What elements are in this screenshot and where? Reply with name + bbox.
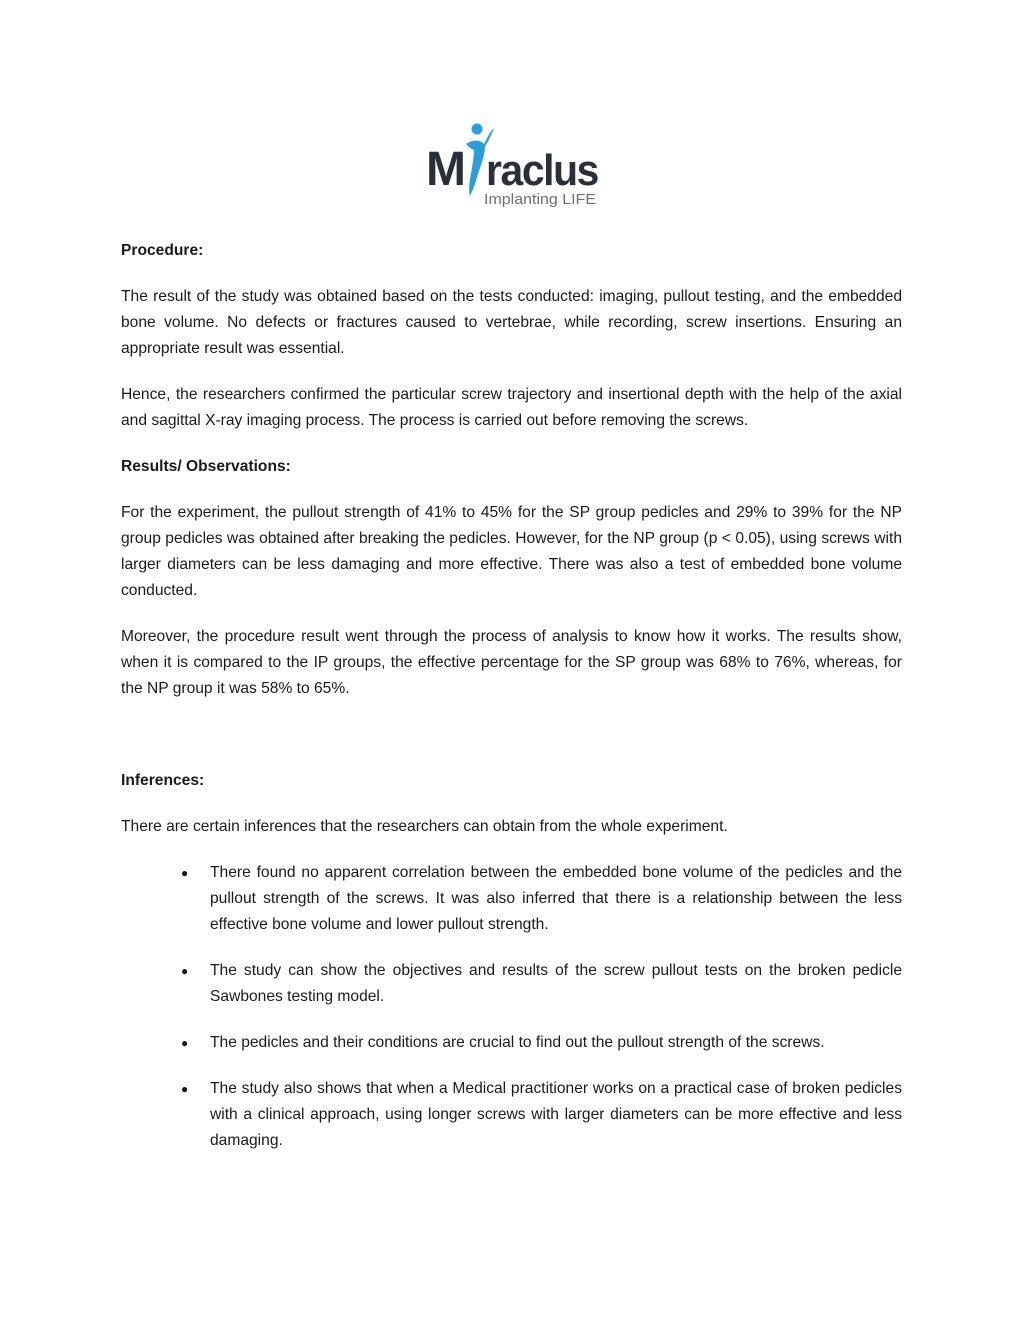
logo-figure-body [466,141,485,196]
bullet-icon: ● [181,866,189,880]
miraclus-logo [424,118,604,210]
list-item [121,860,902,938]
document-body [121,238,902,1154]
list-item-text: The pedicles and their conditions are crucial to find out the pullout strength of the screws. [210,1034,825,1051]
procedure-heading: Procedure: [121,242,204,259]
logo-graphic [424,118,604,210]
results-heading: Results/ Observations: [121,458,291,475]
logo-letter-m: M [426,143,465,196]
list-item [121,1030,902,1056]
logo-wordmark: raclus [486,146,599,195]
list-item-text: The study also shows that when a Medical practitioner works on a practical case of broken pedicles with a clinical approach, using longer screws with larger diameters can be more effective and less damaging. [210,1080,902,1149]
logo-figure-head [472,124,483,135]
list-item [121,958,902,1010]
bullet-icon: ● [181,1082,189,1096]
bullet-icon: ● [181,1036,189,1050]
inferences-heading: Inferences: [121,772,205,789]
logo-figure-arm [484,128,494,148]
inferences-intro: There are certain inferences that the researchers can obtain from the whole experiment. [121,818,728,835]
procedure-paragraph-2: Hence, the researchers confirmed the particular screw trajectory and insertional depth with the help of the axial and sagittal X-ray imaging process. The process is carried out before removing the screws. [121,386,902,429]
procedure-paragraph-1: The result of the study was obtained based on the tests conducted: imaging, pullout testing, and the embedded bone volume. No defects or fractures caused to vertebrae, while recording, screw insertions. Ensuring an appropriate result was essential. [121,288,902,357]
results-paragraph-1: For the experiment, the pullout strength of 41% to 45% for the SP group pedicles and 29% to 39% for the NP group pedicles was obtained after breaking the pedicles. However, for the NP group (p < 0.05), using screws with larger diameters can be less damaging and more effective. There was also a test of embedded bone volume conducted. [121,504,902,599]
results-paragraph-2: Moreover, the procedure result went through the process of analysis to know how it works. The results show, when it is compared to the IP groups, the effective percentage for the SP group was 68% to 76%, whereas, for the NP group it was 58% to 65%. [121,628,902,697]
logo-tagline: Implanting LIFE [484,191,596,208]
list-item [121,1076,902,1154]
bullet-icon: ● [181,964,189,978]
inferences-list [121,860,902,1154]
list-item-text: There found no apparent correlation between the embedded bone volume of the pedicles and the pullout strength of the screws. It was also inferred that there is a relationship between the less effective bone volume and lower pullout strength. [210,864,902,933]
list-item-text: The study can show the objectives and results of the screw pullout tests on the broken pedicle Sawbones testing model. [210,962,902,1005]
